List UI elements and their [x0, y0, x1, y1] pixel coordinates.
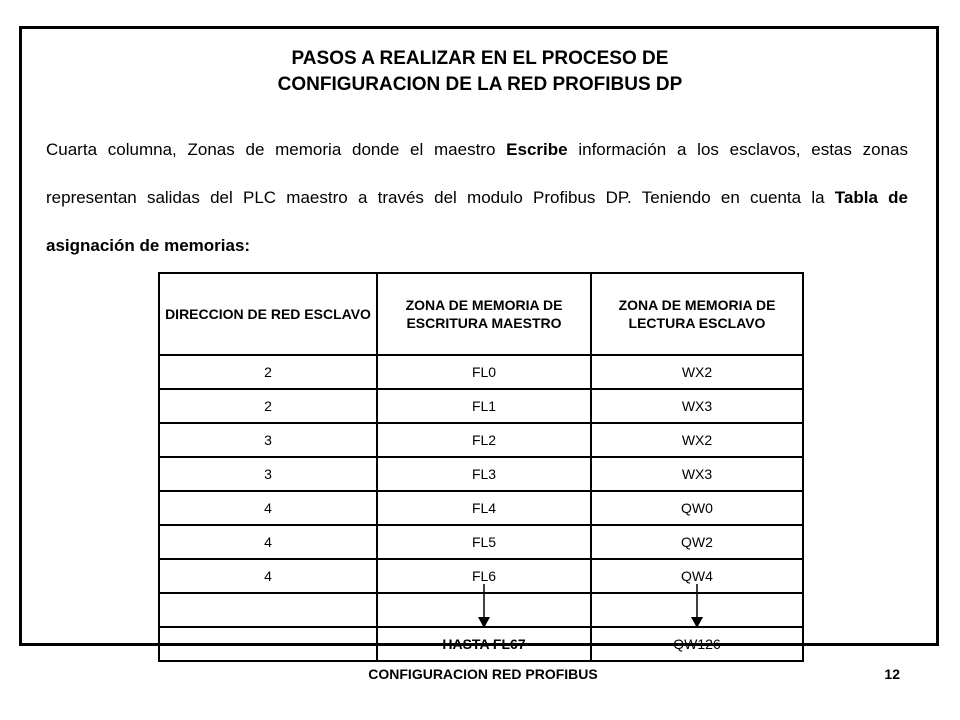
cell-escritura: FL2	[377, 423, 591, 457]
page-number: 12	[884, 666, 900, 682]
cell-escritura: FL3	[377, 457, 591, 491]
cell-arrow-escritura	[377, 593, 591, 627]
cell-direccion: 3	[159, 423, 377, 457]
cell-lectura: QW2	[591, 525, 803, 559]
cell-lectura: WX3	[591, 389, 803, 423]
title-line-2: CONFIGURACION DE LA RED PROFIBUS DP	[277, 74, 683, 95]
cell-direccion: 4	[159, 525, 377, 559]
cell-escritura: FL5	[377, 525, 591, 559]
cell-hasta: HASTA FL67	[377, 627, 591, 661]
cell-lectura: WX2	[591, 423, 803, 457]
page-title	[0, 46, 960, 98]
cell-direccion: 2	[159, 389, 377, 423]
memory-assignment-table	[158, 272, 804, 662]
title-line-1: PASOS A REALIZAR EN EL PROCESO DE	[291, 48, 669, 69]
cell-lectura: QW0	[591, 491, 803, 525]
cell-direccion: 4	[159, 491, 377, 525]
cell-direccion: 4	[159, 559, 377, 593]
body-paragraph	[46, 126, 908, 270]
paragraph-text-1: Cuarta columna, Zonas de memoria donde el maestro	[46, 140, 507, 159]
header-direccion: DIRECCION DE RED ESCLAVO	[159, 273, 377, 355]
table-header-row	[159, 273, 803, 355]
cell-lectura: QW126	[591, 627, 803, 661]
arrow-down-icon	[690, 584, 704, 628]
table-row	[159, 389, 803, 423]
cell-direccion: 3	[159, 457, 377, 491]
cell-escritura: FL6	[377, 559, 591, 593]
table-row-last	[159, 627, 803, 661]
cell-escritura: FL1	[377, 389, 591, 423]
table-row	[159, 491, 803, 525]
cell-arrow-lectura	[591, 593, 803, 627]
cell-escritura: FL4	[377, 491, 591, 525]
header-escritura: ZONA DE MEMORIA DE ESCRITURA MAESTRO	[377, 273, 591, 355]
paragraph-bold-table-ref: Tabla de asignación de memorias:	[46, 188, 909, 255]
cell-escritura: FL0	[377, 355, 591, 389]
header-lectura: ZONA DE MEMORIA DE LECTURA ESCLAVO	[591, 273, 803, 355]
table-row	[159, 355, 803, 389]
table-row	[159, 457, 803, 491]
cell-lectura: QW4	[591, 559, 803, 593]
table-row	[159, 525, 803, 559]
cell-empty	[159, 593, 377, 627]
paragraph-text-2: información a los esclavos, estas zonas representan salidas del PLC maestro a través del modulo Profibus DP. Teniendo en cuenta la	[46, 140, 909, 207]
cell-direccion: 2	[159, 355, 377, 389]
cell-lectura: WX3	[591, 457, 803, 491]
arrow-down-icon	[477, 584, 491, 628]
cell-direccion	[159, 627, 377, 661]
table-row-arrows	[159, 593, 803, 627]
table-row	[159, 423, 803, 457]
footer-label: CONFIGURACION RED PROFIBUS	[368, 666, 598, 682]
cell-lectura: WX2	[591, 355, 803, 389]
paragraph-bold-escribe: Escribe	[506, 140, 568, 159]
